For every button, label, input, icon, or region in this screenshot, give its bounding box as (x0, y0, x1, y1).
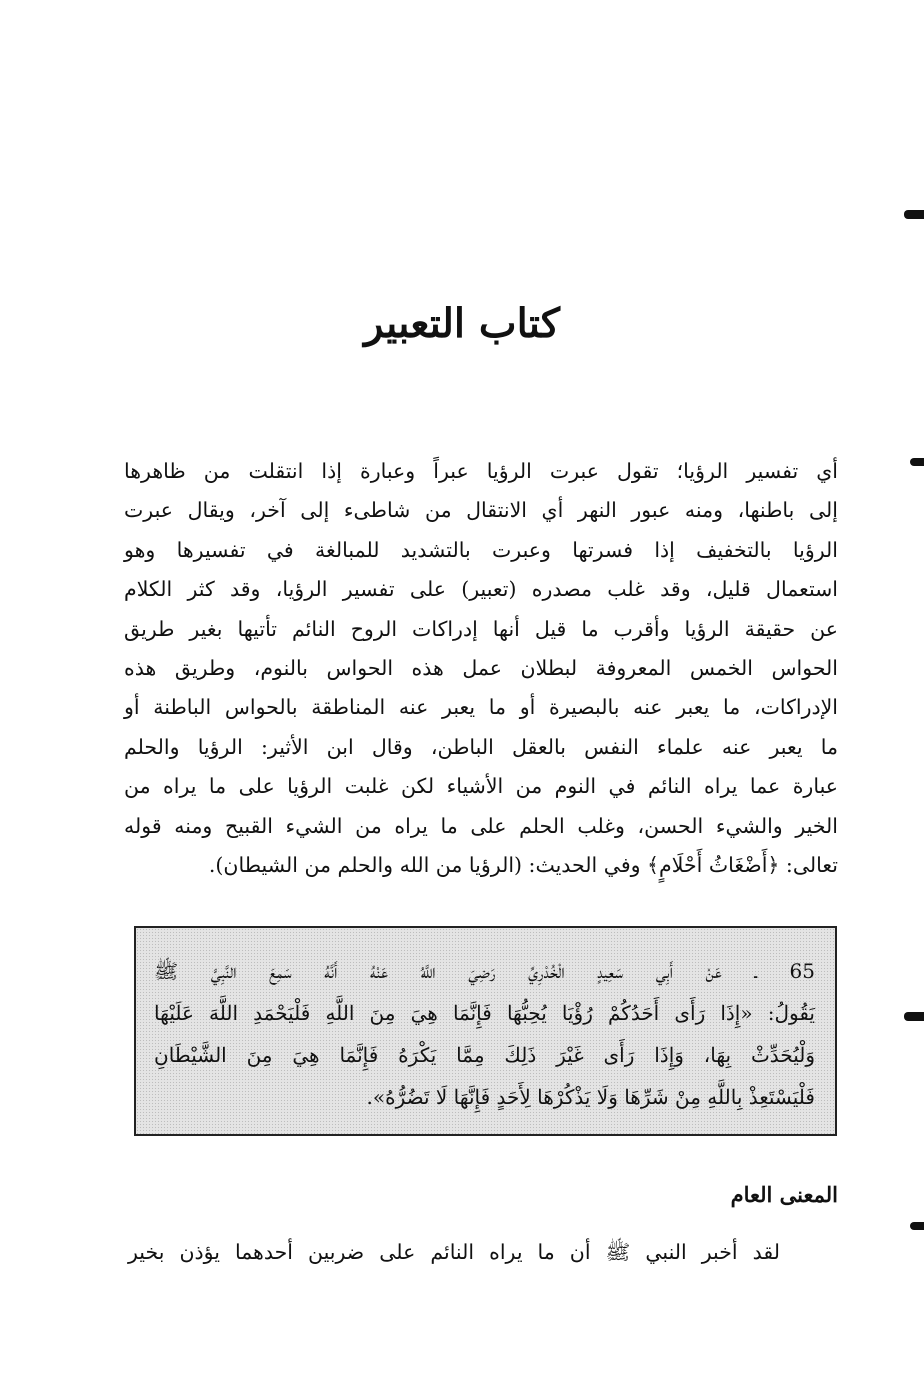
intro-line: عبارة عما يراه النائم في النوم من الأشياء لكن غلبت الرؤيا على ما يراه من (124, 774, 838, 799)
intro-line: استعمال قليل، وقد غلب مصدره (تعبير) على تفسير الرؤيا، وقد كثر الكلام (124, 577, 838, 602)
section-heading: المعنى العام (730, 1182, 838, 1207)
body-line: لقد أخبر النبي ﷺ أن ما يراه النائم على ضربين أحدهما يؤذن بخير (128, 1240, 780, 1264)
intro-line: الرؤيا بالتخفيف إذا فسرتها وعبرت بالتشديد للمبالغة في تفسيرها وهو (124, 537, 838, 562)
hadith-line: 65 ـ عَنْ أَبِي سَعِيدٍ الْخُدْرِيِّ رَضِيَ اللَّهُ عَنْهُ أَنَّهُ سَمِعَ النَّبِيَّ ﷺ (154, 959, 815, 983)
intro-line: الخير والشيء الحسن، وغلب الحلم على ما يراه من الشيء القبيح ومنه قوله (124, 813, 838, 838)
intro-line: إلى باطنها، ومنه عبور النهر أي الانتقال من شاطىء إلى آخر، ويقال عبرت (124, 498, 838, 523)
intro-line: الإدراكات، ما يعبر عنه بالبصيرة أو ما يعبر عنه المناطقة بالحواس الباطنة أو (124, 695, 838, 720)
edge-binding-mark (904, 1012, 924, 1021)
hadith-text (154, 950, 815, 1118)
hadith-line: يَقُولُ: «إِذَا رَأَى أَحَدُكُمْ رُؤْيَا يُحِبُّهَا فَإِنَّمَا هِيَ مِنَ اللَّهِ فَلْيَحْمَدِ اللَّهَ عَلَيْهَا (154, 1001, 815, 1025)
intro-line: تعالى: ﴿أَضْغَاثُ أَحْلَامٍ﴾ وفي الحديث: (الرؤيا من الله والحلم من الشيطان). (208, 853, 838, 878)
edge-binding-mark (910, 1222, 924, 1230)
hadith-box (134, 926, 837, 1136)
intro-line: أي تفسير الرؤيا؛ تقول عبرت الرؤيا عبراً وعبارة إذا انتقلت من ظاهرها (124, 459, 838, 483)
hadith-line: فَلْيَسْتَعِذْ بِاللَّهِ مِنْ شَرِّهَا وَلَا يَذْكُرْهَا لِأَحَدٍ فَإِنَّهَا لَا تَضُرُّهُ». (366, 1085, 815, 1109)
chapter-title: كتاب التعبير (364, 300, 560, 347)
hadith-line: وَلْيُحَدِّثْ بِهَا، وَإِذَا رَأَى غَيْرَ ذَلِكَ مِمَّا يَكْرَهُ فَإِنَّمَا هِيَ مِنَ الشَّيْطَانِ (154, 1043, 815, 1067)
edge-binding-mark (910, 458, 924, 466)
intro-line: الحواس الخمس المعروفة لبطلان عمل هذه الحواس بالنوم، وطريق هذه (124, 656, 838, 681)
edge-binding-mark (904, 210, 924, 219)
intro-paragraph (124, 452, 838, 885)
intro-line: ما يعبر عنه علماء النفس بالعقل الباطن، وقال ابن الأثير: الرؤيا والحلم (124, 734, 838, 759)
intro-line: عن حقيقة الرؤيا وأقرب ما قيل أنها إدراكات الروح النائم تأتيها بغير طريق (124, 616, 838, 641)
